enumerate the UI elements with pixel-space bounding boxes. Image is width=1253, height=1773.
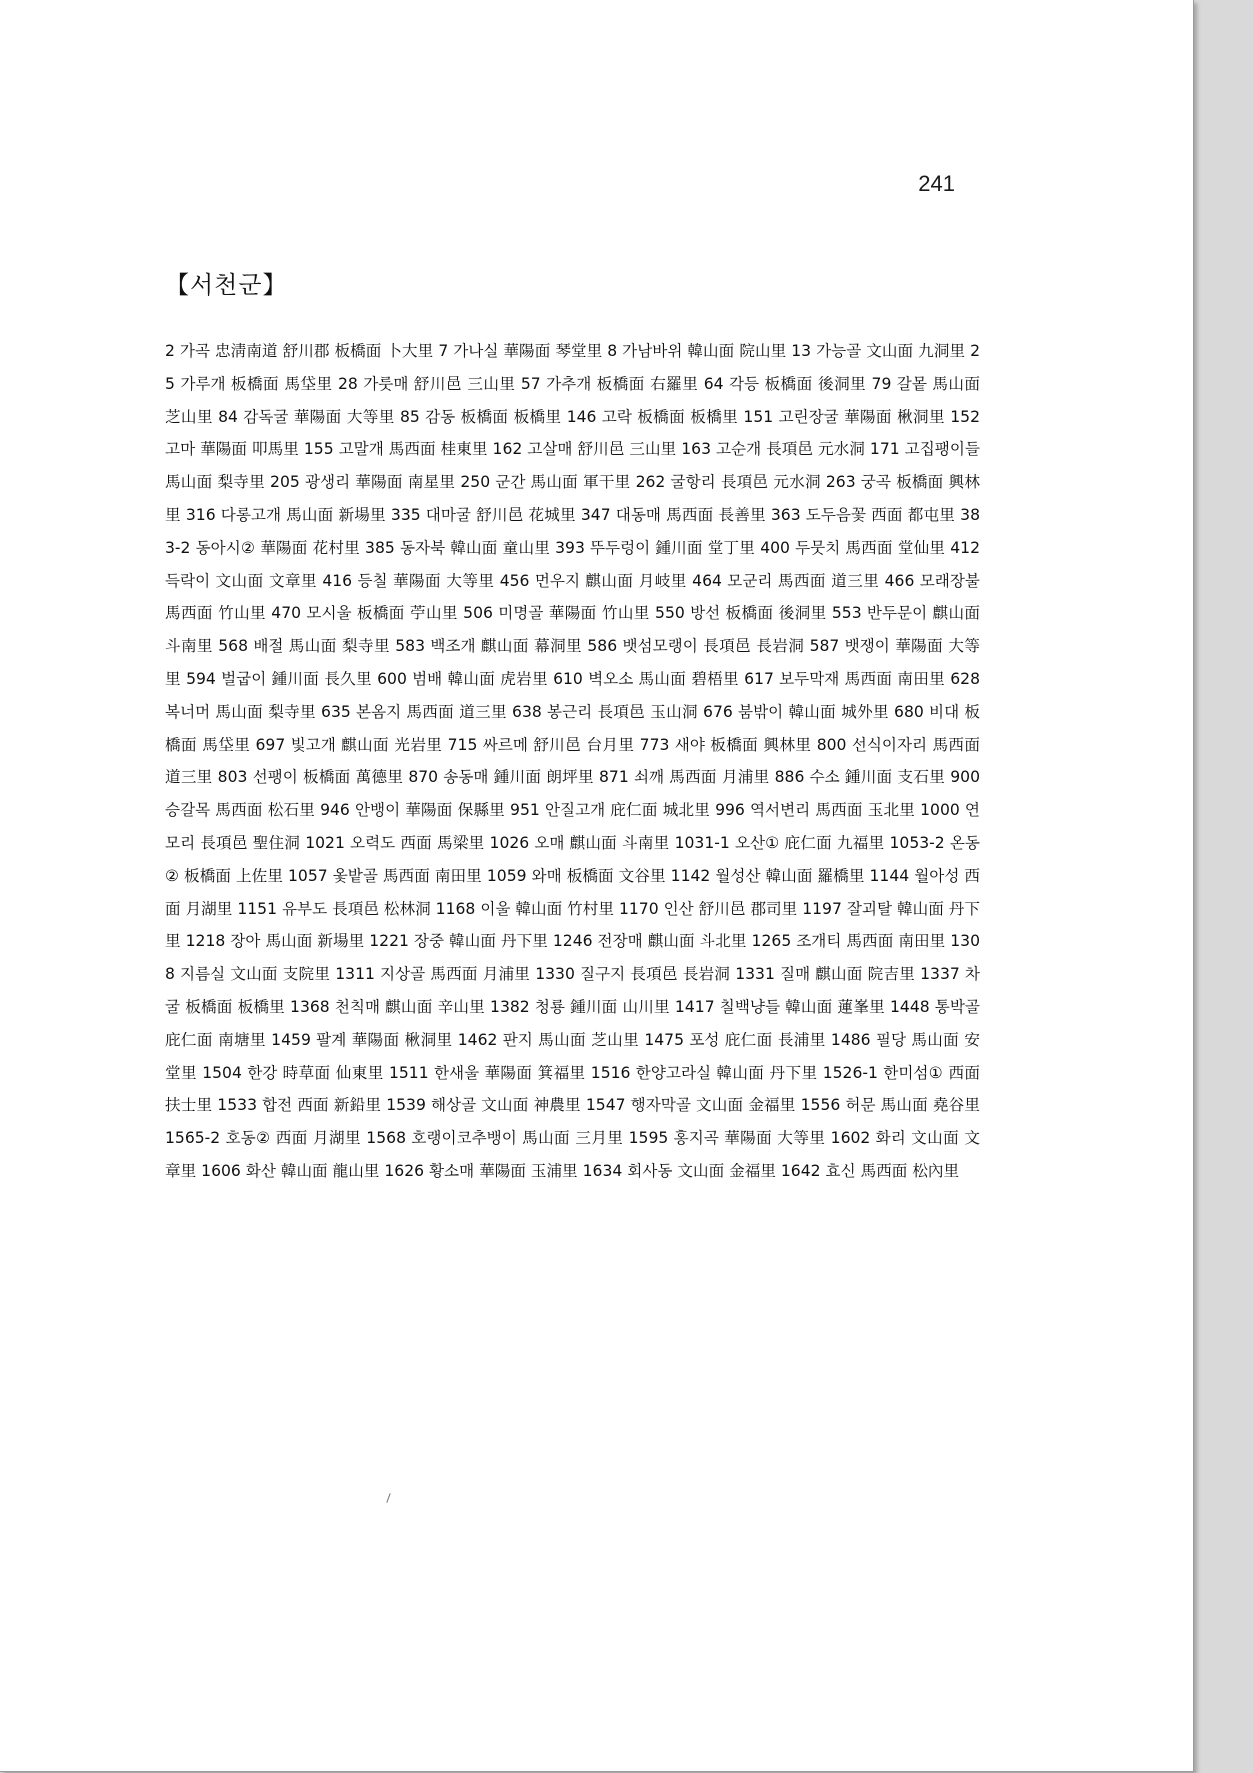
page-number: 241 xyxy=(918,171,955,196)
section-heading: 【서천군】 xyxy=(165,271,288,299)
place-name-index-text: 2 가곡 忠淸南道 舒川郡 板橋面 卜大里 7 가나실 華陽面 琴堂里 8 가남바위 韓山面 院山里 13 가능골 文山面 九洞里 25 가루개 板橋面 馬垈里 28 가룻매 舒川邑 三山里 57 가추개 板橋面 右羅里 64 각등 板橋面 後洞里 79 갈뫁 馬山面 芝山里 84 감독굴 華陽面 大等里 85 감동 板橋面 板橋里 146 고락 板橋面 板橋里 151 고린장굴 華陽面 楸洞里 152 고마 華陽面 叩馬里 155 고말개 馬西面 桂東里 162 고살매 舒川邑 三山里 163 고순개 長項邑 元水洞 171 고집팽이들 馬山面 梨寺里 205 광생리 華陽面 南星里 250 군간 馬山面 軍干里 262 굴항리 長項邑 元水洞 263 궁곡 板橋面 興林里 316 다롱고개 馬山面 新場里 335 대마굴 舒川邑 花城里 347 대동매 馬西面 長善里 363 도두음꽃 西面 都屯里 383-2 동아시② 華陽面 花村里 385 동자북 韓山面 童山里 393 뚜두렁이 鍾川面 堂丁里 400 두뭇치 馬西面 堂仙里 412 득락이 文山面 文章里 416 등칠 華陽面 大等里 456 먼우지 麒山面 月岐里 464 모군리 馬西面 道三里 466 모래장불 馬西面 竹山里 470 모시울 板橋面 苧山里 506 미명골 華陽面 竹山里 550 방선 板橋面 後洞里 553 반두문이 麒山面 斗南里 568 배절 馬山面 梨寺里 583 백조개 麒山面 幕洞里 586 뱃섬모랭이 長項邑 長岩洞 587 뱃쟁이 華陽面 大等里 594 벌굽이 鍾川面 長久里 600 범배 韓山面 虎岩里 610 벽오소 馬山面 碧梧里 617 보두막재 馬西面 南田里 628 복너머 馬山面 梨寺里 635 본옴지 馬西面 道三里 638 봉근리 長項邑 玉山洞 676 붐밖이 韓山面 城外里 680 비대 板橋面 馬垈里 697 빛고개 麒山面 光岩里 715 싸르메 舒川邑 台月里 773 새야 板橋面 興林里 800 선식이자리 馬西面 道三里 803 선팽이 板橋面 萬德里 870 송동매 鍾川面 朗坪里 871 쇠깨 馬西面 月浦里 886 수소 鍾川面 支石里 900 승갈목 馬西面 松石里 946 안뱅이 華陽面 保縣里 951 안질고개 庇仁面 城北里 996 역서변리 馬西面 玉北里 1000 연모리 長項邑 聖住洞 1021 오력도 西面 馬梁里 1026 오매 麒山面 斗南里 1031-1 오산① 庇仁面 九福里 1053-2 온동② 板橋面 上佐里 1057 옻밭골 馬西面 南田里 1059 와매 板橋面 文谷里 1142 월성산 韓山面 羅橋里 1144 월아성 西面 月湖里 1151 유부도 長項邑 松林洞 1168 이울 韓山面 竹村里 1170 인산 舒川邑 郡司里 1197 잘괴탈 韓山面 丹下里 1218 장아 馬山面 新場里 1221 장중 韓山面 丹下里 1246 전장매 麒山面 斗北里 1265 조개티 馬西面 南田里 1308 지름실 文山面 支院里 1311 지상골 馬西面 月浦里 1330 질구지 長項邑 長岩洞 1331 질매 麒山面 院吉里 1337 차굴 板橋面 板橋里 1368 천칙매 麒山面 辛山里 1382 청룡 鍾川面 山川里 1417 칠백냥들 韓山面 蓮峯里 1448 통박골 庇仁面 南塘里 1459 팔계 華陽面 楸洞里 1462 판지 馬山面 芝山里 1475 포성 庇仁面 長浦里 1486 필당 馬山面 安堂里 1504 한강 時草面 仙東里 1511 한새울 華陽面 箕福里 1516 한양고라실 韓山面 丹下里 1526-1 한미섬① 西面 扶士里 1533 합전 西面 新鉛里 1539 해상골 文山面 神農里 1547 행자막골 文山面 金福里 1556 허문 馬山面 堯谷里 1565-2 호동② 西面 月湖里 1568 호랭이코추뱅이 馬山面 三月里 1595 홍지곡 華陽面 大等里 1602 화리 文山面 文章里 1606 화산 韓山面 龍山里 1626 황소매 華陽面 玉浦里 1634 회사동 文山面 金福里 1642 효신 馬西面 松內里 xyxy=(165,342,980,1180)
scan-speck xyxy=(386,1493,390,1503)
